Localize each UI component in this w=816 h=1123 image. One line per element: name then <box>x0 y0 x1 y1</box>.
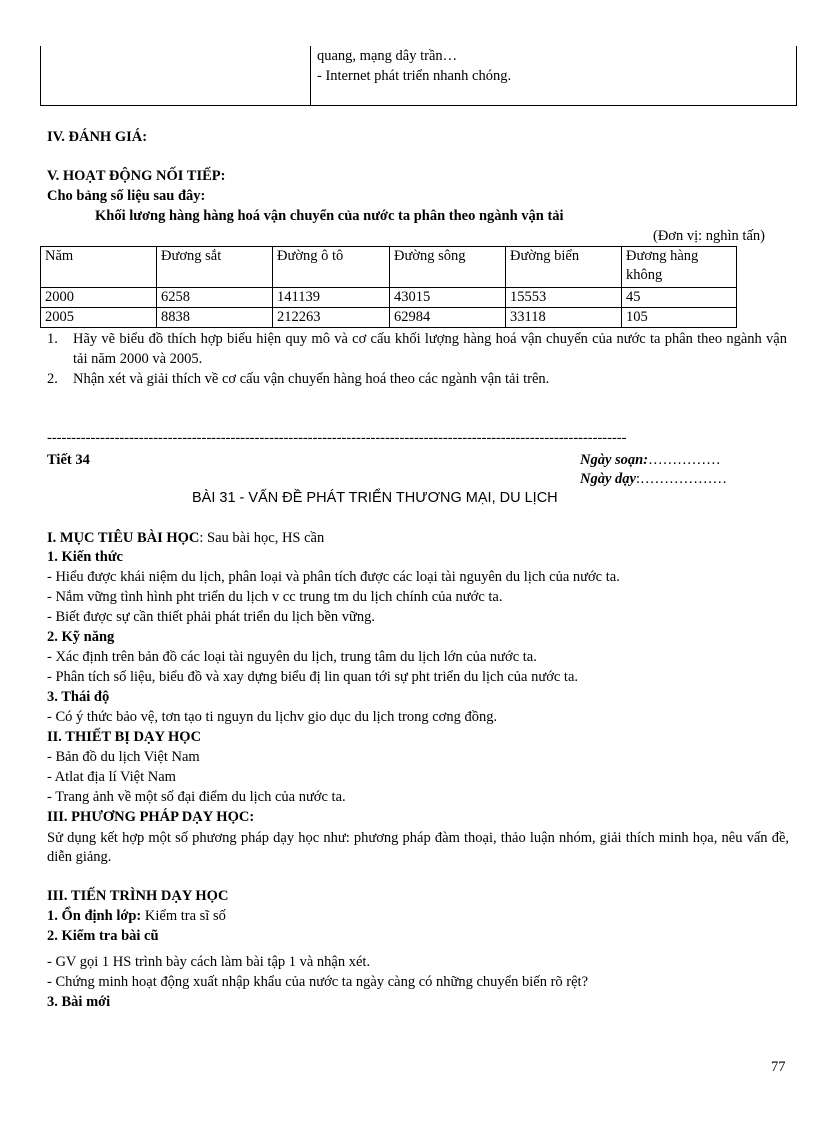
knowledge-item: - Nắm vững tình hình pht triển du lịch v cc trung tm du lịch chính của nước ta. <box>47 589 503 605</box>
table-cell: 45 <box>622 288 737 308</box>
freight-data-table <box>40 246 737 328</box>
page-number: 77 <box>771 1059 786 1075</box>
teach-date-dots: :……………… <box>635 471 727 487</box>
objectives-heading-label: I. MỤC TIÊU BÀI HỌC <box>47 530 200 546</box>
question-item <box>47 369 787 389</box>
objectives-heading-tail: : Sau bài học, HS cần <box>199 530 325 546</box>
section-separator: ------------------------------------------------------------------------------------------------------------------------ <box>47 430 627 446</box>
table-cell: 212263 <box>273 308 390 328</box>
table-cell: 2005 <box>41 308 157 328</box>
process-step-1 <box>47 908 226 925</box>
table-cell: 33118 <box>506 308 622 328</box>
prep-date <box>580 452 721 469</box>
header-air <box>622 247 737 288</box>
section-evaluation-heading: IV. ĐÁNH GIÁ: <box>47 129 148 145</box>
methods-heading: III. PHƯƠNG PHÁP DẠY HỌC: <box>47 809 255 825</box>
attitude-item: - Có ý thức bảo vệ, tơn tạo ti nguyn du lịchv gio dục du lịch trong cơng đồng. <box>47 709 498 725</box>
table-cell: 141139 <box>273 288 390 308</box>
knowledge-heading: 1. Kiến thức <box>47 549 123 565</box>
data-table-title: Khối lương hàng hàng hoá vận chuyển của nước ta phân theo ngành vận tải <box>95 208 564 224</box>
equipment-item: - Trang ảnh về một số đại điểm du lịch của nước ta. <box>47 789 346 805</box>
teach-date-label: Ngày dạy <box>580 471 636 487</box>
table-cell: 105 <box>622 308 737 328</box>
knowledge-item: - Biết được sự cần thiết phải phát triển du lịch bền vững. <box>47 609 376 625</box>
top-table-cell-line-2: - Internet phát triển nhanh chóng. <box>317 68 512 84</box>
question-text: Hãy vẽ biểu đồ thích hợp biểu hiện quy mô và cơ cấu khối lượng hàng hoá vận chuyển của nước ta phân theo ngành vận tải năm 2000 và 2005. <box>73 331 787 367</box>
attitude-heading: 3. Thái độ <box>47 689 110 705</box>
header-rail: Đương sắt <box>157 247 273 288</box>
header-year: Năm <box>41 247 157 288</box>
header-sea: Đường biển <box>506 247 622 288</box>
process-step-2-heading: 2. Kiểm tra bài cũ <box>47 928 159 944</box>
skills-item: - Phân tích số liệu, biểu đồ và xay dựng biểu đị lin quan tới sự pht triển du lịch của nước ta. <box>47 669 579 685</box>
process-step-2-item: - GV gọi 1 HS trình bày cách làm bài tập 1 và nhận xét. <box>47 954 371 970</box>
table-cell: 62984 <box>390 308 506 328</box>
lesson-title: BÀI 31 - VẤN ĐỀ PHÁT TRIỂN THƯƠNG MẠI, DU LỊCH <box>192 490 558 506</box>
process-step-1-label: 1. Ổn định lớp: <box>47 908 142 924</box>
equipment-heading: II. THIẾT BỊ DẠY HỌC <box>47 729 202 745</box>
table-cell: 8838 <box>157 308 273 328</box>
question-number: 1. <box>47 331 58 347</box>
header-river: Đường sông <box>390 247 506 288</box>
table-row <box>41 288 737 308</box>
question-number: 2. <box>47 371 58 387</box>
table-row <box>41 308 737 328</box>
process-heading: III. TIẾN TRÌNH DẠY HỌC <box>47 888 229 904</box>
table-cell: 43015 <box>390 288 506 308</box>
prep-date-label: Ngày soạn: <box>580 452 649 468</box>
table-header-row <box>41 247 737 288</box>
header-air-line-2: không <box>626 267 663 283</box>
table-cell: 15553 <box>506 288 622 308</box>
data-table-unit: (Đơn vị: nghìn tấn) <box>653 228 765 244</box>
header-air-line-1: Đương hàng <box>626 248 699 264</box>
teach-date <box>580 471 727 488</box>
period-label: Tiết 34 <box>47 452 90 468</box>
equipment-item: - Atlat địa lí Việt Nam <box>47 769 176 785</box>
skills-item: - Xác định trên bản đồ các loại tài nguyên du lịch, trung tâm du lịch lớn của nước ta. <box>47 649 537 665</box>
knowledge-item: - Hiểu được khái niệm du lịch, phân loại và phân tích được các loại tài nguyên du lịch của nước ta. <box>47 569 620 585</box>
equipment-item: - Bản đồ du lịch Việt Nam <box>47 749 200 765</box>
table-cell: 2000 <box>41 288 157 308</box>
process-step-1-text: Kiểm tra sĩ số <box>141 908 226 924</box>
skills-heading: 2. Kỹ năng <box>47 629 115 645</box>
table-cell: 6258 <box>157 288 273 308</box>
objectives-heading <box>47 530 324 547</box>
process-step-3-heading: 3. Bài mới <box>47 994 111 1010</box>
table-border-middle <box>310 46 311 106</box>
section-followup-heading: V. HOẠT ĐỘNG NỐI TIẾP: <box>47 168 226 184</box>
top-table-cell-line-1: quang, mạng dây trần… <box>317 48 458 64</box>
exercise-questions <box>47 329 787 389</box>
table-border-left <box>40 46 41 106</box>
table-border-bottom <box>40 105 797 106</box>
question-item <box>47 329 787 369</box>
methods-text: Sử dụng kết hợp một số phương pháp dạy học như: phương pháp đàm thoại, thảo luận nhóm, giải thích minh họa, nêu vấn đề, diễn giảng. <box>47 830 789 865</box>
table-intro: Cho bảng số liệu sau đây: <box>47 188 206 204</box>
process-step-2-item: - Chứng minh hoạt động xuất nhập khẩu của nước ta ngày càng có những chuyển biến rõ rệt? <box>47 974 589 990</box>
header-road: Đường ô tô <box>273 247 390 288</box>
table-border-right <box>796 46 797 106</box>
question-text: Nhận xét và giải thích về cơ cấu vận chuyển hàng hoá theo các ngành vận tải trên. <box>73 371 550 387</box>
prep-date-dots: …………… <box>648 452 721 468</box>
